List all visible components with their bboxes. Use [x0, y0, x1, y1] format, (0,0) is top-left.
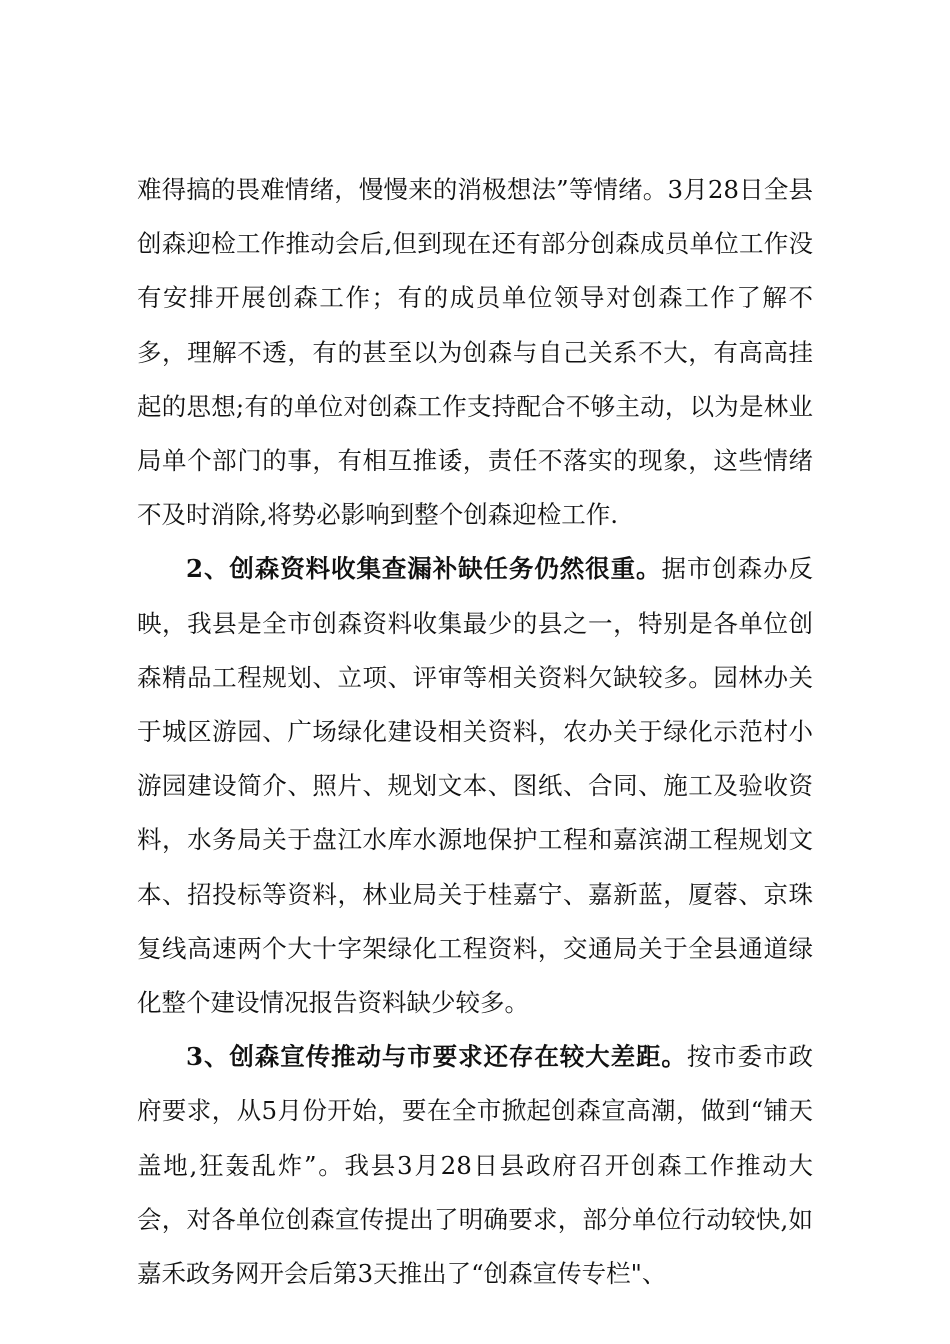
paragraph-3-text: 按市委市政府要求，从5月份开始，要在全市掀起创森宣高潮，做到“铺天盖地,狂轰乱炸”。我县3月28日县政府召开创森工作推动大会，对各单位创森宣传提出了明确要求，部分单位行动较快,如嘉禾政务网开会后第3天推出了“创森宣传专栏"、 — [137, 1042, 814, 1289]
paragraph-3-heading: 3、创森宣传推动与市要求还存在较大差距。 — [186, 1042, 687, 1072]
paragraph-1 — [137, 163, 813, 542]
paragraph-2 — [137, 542, 813, 1030]
paragraph-3 — [137, 1030, 813, 1301]
paragraph-2-heading: 2、创森资料收集查漏补缺任务仍然很重。 — [186, 554, 662, 584]
paragraph-2-text: 据市创森办反映，我县是全市创森资料收集最少的县之一，特别是各单位创森精品工程规划、立项、评审等相关资料欠缺较多。园林办关于城区游园、广场绿化建设相关资料，农办关于绿化示范村小游园建设简介、照片、规划文本、图纸、合同、施工及验收资料，水务局关于盘江水库水源地保护工程和嘉滨湖工程规划文本、招投标等资料，林业局关于桂嘉宁、嘉新蓝，厦蓉、京珠复线高速两个大十字架绿化工程资料，交通局关于全县通道绿化整个建设情况报告资料缺少较多。 — [137, 554, 814, 1018]
paragraph-1-text: 难得搞的畏难情绪，慢慢来的消极想法”等情绪。3月28日全县创森迎检工作推动会后,但到现在还有部分创森成员单位工作没有安排开展创森工作；有的成员单位领导对创森工作了解不多，理解不透，有的甚至以为创森与自己关系不大，有高高挂起的思想;有的单位对创森工作支持配合不够主动，以为是林业局单个部门的事，有相互推诿，责任不落实的现象，这些情绪不及时消除,将势必影响到整个创森迎检工作. — [137, 175, 813, 530]
document-page — [137, 163, 813, 1301]
